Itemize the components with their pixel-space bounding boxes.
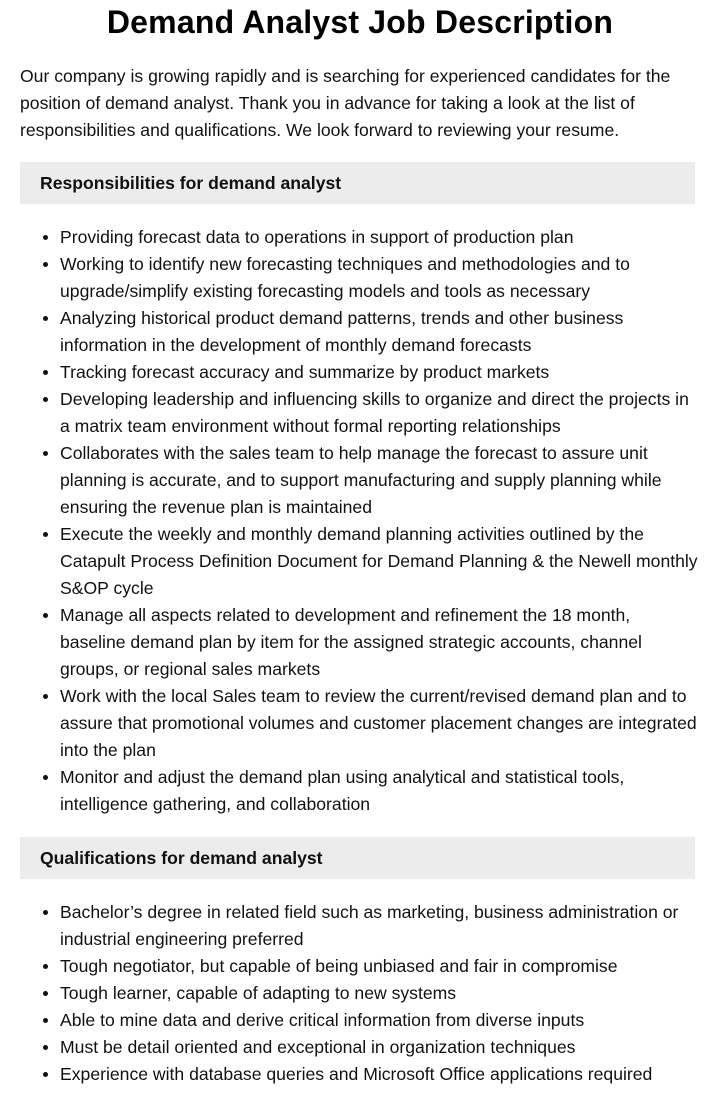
bullet-icon — [43, 1045, 48, 1050]
qualification-text: Tough learner, capable of adapting to new systems — [60, 983, 457, 1003]
responsibility-item — [60, 602, 700, 683]
responsibility-item — [60, 224, 700, 251]
bullet-icon — [43, 532, 48, 537]
responsibility-text: Analyzing historical product demand patterns, trends and other business information in the development of monthly demand forecasts — [60, 308, 624, 355]
bullet-icon — [43, 910, 48, 915]
responsibility-text: Working to identify new forecasting techniques and methodologies and to upgrade/simplify existing forecasting models and tools as necessary — [60, 254, 630, 301]
qualification-item — [60, 1061, 700, 1088]
qualifications-heading: Qualifications for demand analyst — [20, 837, 695, 879]
responsibility-item — [60, 521, 700, 602]
bullet-icon — [43, 1018, 48, 1023]
qualification-text: Able to mine data and derive critical information from diverse inputs — [60, 1010, 585, 1030]
qualification-text: Experience with database queries and Microsoft Office applications required — [60, 1064, 653, 1084]
responsibility-item — [60, 764, 700, 818]
responsibility-item — [60, 440, 700, 521]
qualification-item — [60, 980, 700, 1007]
responsibility-text: Providing forecast data to operations in support of production plan — [60, 227, 574, 247]
bullet-icon — [43, 397, 48, 402]
responsibility-text: Execute the weekly and monthly demand planning activities outlined by the Catapult Process Definition Document for Demand Planning & the Newell monthly S&OP cycle — [60, 524, 698, 598]
responsibility-text: Manage all aspects related to development and refinement the 18 month, baseline demand plan by item for the assigned strategic accounts, channel groups, or regional sales markets — [60, 605, 642, 679]
bullet-icon — [43, 370, 48, 375]
responsibility-item — [60, 386, 700, 440]
bullet-icon — [43, 1072, 48, 1077]
responsibilities-list — [0, 224, 720, 818]
responsibility-text: Developing leadership and influencing skills to organize and direct the projects in a matrix team environment without formal reporting relationships — [60, 389, 689, 436]
bullet-icon — [43, 694, 48, 699]
bullet-icon — [43, 262, 48, 267]
bullet-icon — [43, 991, 48, 996]
responsibility-item — [60, 251, 700, 305]
bullet-icon — [43, 316, 48, 321]
qualification-text: Tough negotiator, but capable of being unbiased and fair in compromise — [60, 956, 618, 976]
qualification-text: Bachelor’s degree in related field such as marketing, business administration or industrial engineering preferred — [60, 902, 679, 949]
responsibility-item — [60, 683, 700, 764]
intro-paragraph: Our company is growing rapidly and is searching for experienced candidates for the position of demand analyst. Thank you in advance for taking a look at the list of responsibilities and qualifications. We look forward to reviewing your resume. — [20, 66, 671, 140]
responsibility-item — [60, 359, 700, 386]
responsibility-text: Tracking forecast accuracy and summarize by product markets — [60, 362, 550, 382]
qualification-item — [60, 1007, 700, 1034]
responsibility-text: Work with the local Sales team to review the current/revised demand plan and to assure that promotional volumes and customer placement changes are integrated into the plan — [60, 686, 697, 760]
bullet-icon — [43, 964, 48, 969]
responsibilities-heading: Responsibilities for demand analyst — [20, 162, 695, 204]
qualification-text: Must be detail oriented and exceptional in organization techniques — [60, 1037, 576, 1057]
responsibility-text: Monitor and adjust the demand plan using analytical and statistical tools, intelligence gathering, and collaboration — [60, 767, 625, 814]
bullet-icon — [43, 613, 48, 618]
page-title: Demand Analyst Job Description — [106, 4, 614, 40]
bullet-icon — [43, 451, 48, 456]
qualification-item — [60, 1034, 700, 1061]
responsibility-item — [60, 305, 700, 359]
responsibility-text: Collaborates with the sales team to help manage the forecast to assure unit planning is accurate, and to support manufacturing and supply planning while ensuring the revenue plan is maintained — [60, 443, 662, 517]
qualifications-list — [0, 899, 720, 1088]
qualification-item — [60, 953, 700, 980]
bullet-icon — [43, 775, 48, 780]
qualification-item — [60, 899, 700, 953]
bullet-icon — [43, 235, 48, 240]
